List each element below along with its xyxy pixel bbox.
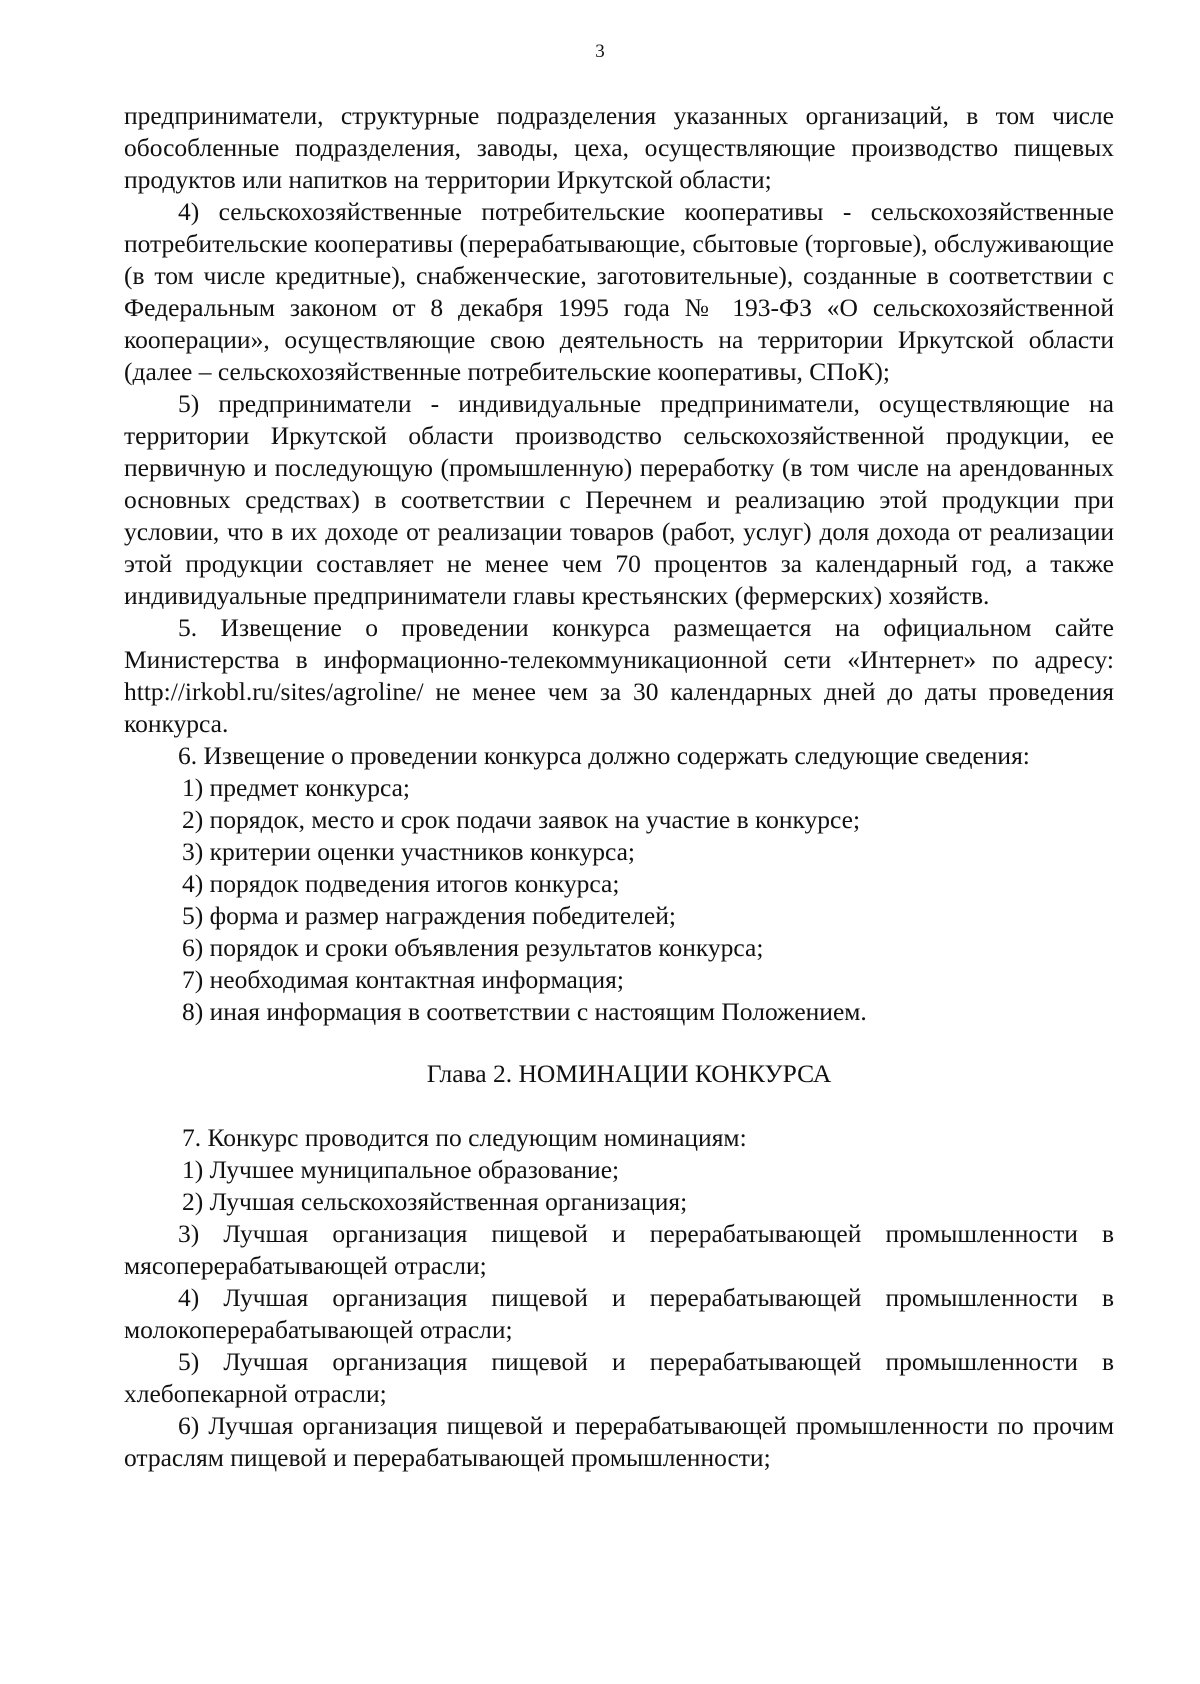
nomination-item: 2) Лучшая сельскохозяйственная организация; (182, 1187, 688, 1216)
list-item: 6) порядок и сроки объявления результатов конкурса; (182, 933, 764, 962)
list-item: 4) порядок подведения итогов конкурса; (182, 869, 620, 898)
list-item: 3) критерии оценки участников конкурса; (182, 837, 636, 866)
list-item: 2) порядок, место и срок подачи заявок на участие в конкурсе; (182, 805, 861, 834)
list-item: 7) необходимая контактная информация; (182, 965, 624, 994)
notice-contents-list (124, 772, 1114, 1028)
nomination-item: 5) Лучшая организация пищевой и перерабатывающей промышленности в хлебопекарной отрасли; (124, 1347, 1114, 1408)
paragraph-clause-6: 6. Извещение о проведении конкурса должно содержать следующие сведения: (178, 741, 1030, 770)
paragraph-clause-7: 7. Конкурс проводится по следующим номинациям: (182, 1123, 747, 1152)
nominations-list (124, 1154, 1114, 1474)
paragraph-clause-5: 5. Извещение о проведении конкурса размещается на официальном сайте Министерства в информационно-телекоммуникационной сети «Интернет» по адресу: http://irkobl.ru/sites/agroline/ не менее чем за 30 календарных дней до даты проведения конкурса. (124, 613, 1114, 738)
paragraph-continuation: предприниматели, структурные подразделения указанных организаций, в том числе обособленные подразделения, заводы, цеха, осуществляющие производство пищевых продуктов или напитков на территории Иркутской области; (124, 101, 1114, 194)
chapter-heading: Глава 2. НОМИНАЦИИ КОНКУРСА (426, 1059, 832, 1088)
paragraph-item-4: 4) сельскохозяйственные потребительские кооперативы - сельскохозяйственные потребительские кооперативы (перерабатывающие, сбытовые (торговые), обслуживающие (в том числе кредитные), снабженческие, заготовительные), созданные в соответствии с Федеральным законом от 8 декабря 1995 года № 193-ФЗ «О сельскохозяйственной кооперации», осуществляющие свою деятельность на территории Иркутской области (далее – сельскохозяйственные потребительские кооперативы, СПоК); (124, 197, 1114, 386)
nomination-item: 3) Лучшая организация пищевой и перерабатывающей промышленности в мясоперерабатывающей отрасли; (124, 1219, 1114, 1280)
paragraph-item-5: 5) предприниматели - индивидуальные предприниматели, осуществляющие на территории Иркутской области производство сельскохозяйственной продукции, ее первичную и последующую (промышленную) переработку (в том числе на арендованных основных средствах) в соответствии с Перечнем и реализацию этой продукции при условии, что в их доходе от реализации товаров (работ, услуг) доля дохода от реализации этой продукции составляет не менее чем 70 процентов за календарный год, а также индивидуальные предприниматели главы крестьянских (фермерских) хозяйств. (124, 389, 1114, 610)
list-item: 5) форма и размер награждения победителей; (182, 901, 676, 930)
list-item: 1) предмет конкурса; (182, 773, 410, 802)
nomination-item: 4) Лучшая организация пищевой и перерабатывающей промышленности в молокоперерабатывающей отрасли; (124, 1283, 1114, 1344)
page-number: 3 (595, 41, 605, 62)
nomination-item: 1) Лучшее муниципальное образование; (182, 1155, 620, 1184)
list-item: 8) иная информация в соответствии с настоящим Положением. (182, 997, 867, 1026)
document-body (124, 100, 1114, 1474)
nomination-item: 6) Лучшая организация пищевой и перерабатывающей промышленности по прочим отраслям пищевой и перерабатывающей промышленности; (124, 1411, 1114, 1472)
